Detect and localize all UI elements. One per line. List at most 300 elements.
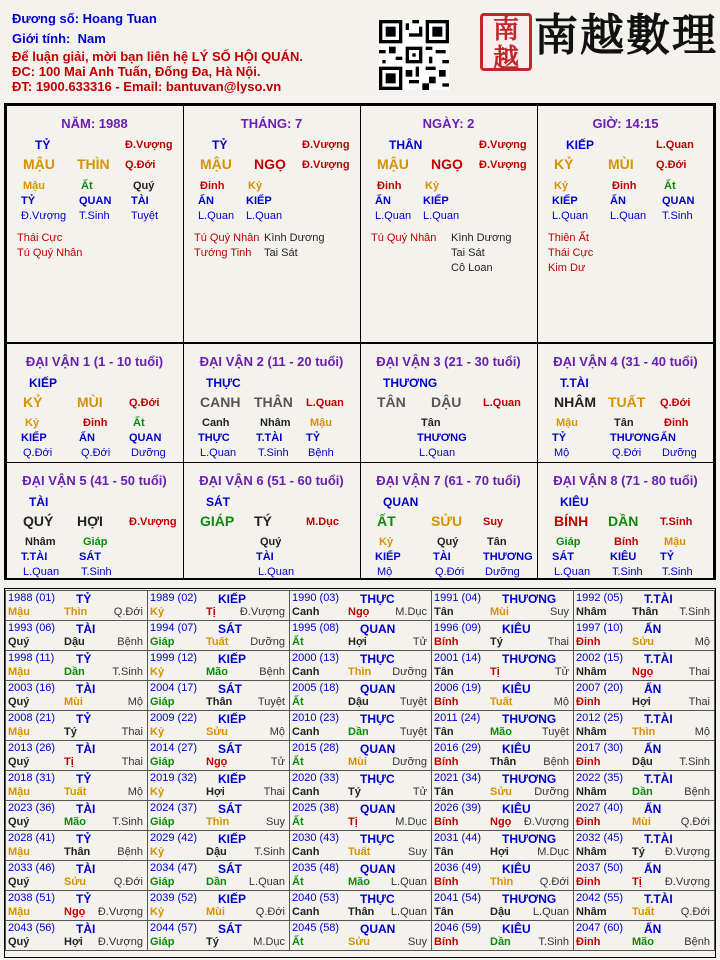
year-state: L.Quan [248,876,285,888]
year-branch: Dậu [632,756,653,768]
year-star: T.TÀI [644,892,673,906]
hidden-stem: Đinh [83,417,108,429]
year-cell [573,710,715,741]
year-label: 1988 (01) [8,592,56,604]
year-label: 2022 (35) [576,772,624,784]
hidden-state: L.Quan [610,210,647,222]
year-state: L.Quan [390,876,427,888]
earthly-branch: SỬU [431,513,463,529]
year-cell [289,740,432,771]
year-star: TÀI [76,802,96,816]
year-cell [431,740,574,771]
year-star: THỰC [360,892,395,906]
hidden-stem: Ất [664,180,676,192]
year-stem: Nhâm [576,726,607,738]
special-star: Thái Cực [17,232,63,244]
year-star: SÁT [218,622,242,636]
year-cell [147,860,290,891]
year-stem: Đinh [576,756,601,768]
year-cell [5,890,148,921]
owner-name: Đương số: Hoang Tuan [12,11,157,26]
year-cell [289,620,432,651]
year-label: 2006 (19) [434,682,482,694]
year-state: Q.Đới [113,606,143,618]
hidden-state: Q.Đới [435,566,465,578]
year-state: Mộ [694,726,710,738]
year-branch: Ngọ [632,666,654,678]
contact-invite: Để luận giải, mời bạn liên hệ LÝ SỐ HỘI QUÁN. [12,49,303,64]
year-branch: Thân [490,756,517,768]
year-state: Thai [263,786,285,798]
year-stem: Mậu [8,726,30,738]
hidden-star: ẤN [198,195,214,207]
year-star: ẤN [644,742,662,756]
hidden-state: Q.Đới [612,447,642,459]
earthly-branch: MÙI [608,156,634,172]
year-branch: Ngọ [348,606,370,618]
can-star: KIẾP [566,138,595,152]
year-star: KIẾP [218,832,247,846]
year-star: THƯƠNG [502,592,557,606]
year-label: 2016 (29) [434,742,482,754]
hidden-stem: Kỷ [25,417,40,429]
bazi-chart [4,103,716,580]
year-stem: Ất [292,936,304,948]
hidden-state: L.Quan [23,566,60,578]
year-branch: Mão [206,666,228,678]
year-label: 2014 (27) [150,742,198,754]
special-star: Tướng Tinh [194,247,252,259]
can-star: THỰC [206,376,241,390]
heavenly-stem: NHÂM [554,394,596,410]
year-branch: Tuất [64,786,87,798]
year-branch: Mùi [64,696,83,708]
hidden-stem: Nhâm [260,417,291,429]
year-label: 1997 (10) [576,622,624,634]
heavenly-stem: CANH [200,394,241,410]
can-star: TÀI [29,495,49,509]
year-star: THƯƠNG [502,652,557,666]
year-state: Tử [270,756,285,768]
luck-pillar-title: ĐẠI VẬN 6 (51 - 60 tuổi) [199,473,344,488]
year-cell [5,680,148,711]
year-stem: Giáp [150,696,175,708]
hidden-stem: Kỷ [379,536,394,548]
year-star: SÁT [218,682,242,696]
year-label: 2017 (30) [576,742,624,754]
luck-pillar-cell [360,462,538,580]
year-label: 2041 (54) [434,892,482,904]
hidden-star: TỶ [306,432,321,444]
year-star: TỶ [76,892,92,906]
branch-state: Q.Đới [660,397,691,409]
special-star: Tú Quý Nhân [17,247,83,259]
year-branch: Tị [490,666,500,678]
year-stem: Giáp [150,936,175,948]
hidden-star: KIẾP [375,551,401,563]
year-star: QUAN [360,742,396,756]
luck-pillar-title: ĐẠI VẬN 3 (21 - 30 tuổi) [376,354,521,369]
year-stem: Kỷ [150,666,165,678]
heavenly-stem: KỶ [554,156,574,172]
year-star: QUAN [360,922,396,936]
year-stem: Quý [8,876,30,888]
year-branch: Sửu [206,726,229,738]
stem-state: Đ.Vượng [479,139,527,151]
year-state: Dưỡng [392,666,427,678]
year-label: 2000 (13) [292,652,340,664]
year-stem: Giáp [150,876,175,888]
hidden-star: ẤN [375,195,391,207]
year-stem: Nhâm [576,846,607,858]
hidden-stem: Giáp [83,536,108,548]
year-branch: Mão [490,726,512,738]
year-state: Mộ [127,786,143,798]
year-stem: Giáp [150,756,175,768]
year-stem: Quý [8,756,30,768]
year-cell [289,830,432,861]
year-star: ẤN [644,622,662,636]
year-cell [147,920,290,951]
earthly-branch: MÙI [77,394,103,410]
year-stem: Tân [434,666,454,678]
can-star: TỶ [212,138,228,152]
year-stem: Nhâm [576,666,607,678]
year-state: Bệnh [259,666,285,678]
year-cell [573,680,715,711]
year-label: 2044 (57) [150,922,198,934]
heavenly-stem: BÍNH [554,513,589,529]
hidden-state: Q.Đới [81,447,111,459]
contact-address: ĐC: 100 Mai Anh Tuấn, Đống Đa, Hà Nội. [12,64,261,79]
year-cell [289,710,432,741]
year-state: Mộ [269,726,285,738]
branch-state: Q.Đới [125,159,156,171]
year-cell [289,680,432,711]
hidden-state: Dưỡng [485,566,520,578]
year-label: 2003 (16) [8,682,56,694]
hidden-star: SÁT [552,551,574,563]
year-state: Tuyệt [541,726,569,738]
hidden-star: THƯƠNG [610,432,660,444]
special-star: Cô Loan [451,262,493,274]
year-state: Dưỡng [534,786,569,798]
year-stem: Canh [292,846,320,858]
hidden-state: L.Quan [554,566,591,578]
year-state: Thai [121,726,143,738]
year-stem: Canh [292,606,320,618]
year-stem: Ất [292,756,304,768]
branch-state: Đ.Vượng [129,516,177,528]
year-label: 2026 (39) [434,802,482,814]
year-stem: Đinh [576,876,601,888]
year-label: 1990 (03) [292,592,340,604]
hidden-stem: Ất [81,180,93,192]
hidden-state: L.Quan [552,210,589,222]
can-star: T.TÀI [560,376,589,390]
year-stem: Mậu [8,606,30,618]
year-star: ẤN [644,682,662,696]
luck-pillar-cell [183,462,361,580]
earthly-branch: TUẤT [608,394,646,410]
year-state: Suy [408,936,427,948]
year-stem: Quý [8,636,30,648]
year-stem: Mậu [8,666,30,678]
hidden-star: QUAN [129,432,162,444]
year-label: 1994 (07) [150,622,198,634]
year-stem: Tân [434,906,454,918]
can-star: THƯƠNG [383,376,438,390]
year-label: 2011 (24) [434,712,481,724]
year-cell [147,620,290,651]
hidden-stem: Nhâm [25,536,56,548]
can-star: KIÊU [560,495,589,509]
year-state: Mộ [694,636,710,648]
year-star: THƯƠNG [502,892,557,906]
hidden-star: TỶ [660,551,675,563]
hidden-state: T.Sinh [662,566,693,578]
qr-code-icon [379,20,449,90]
year-label: 2010 (23) [292,712,340,724]
year-state: M.Dục [253,936,285,948]
year-label: 2040 (53) [292,892,340,904]
year-state: Tuyệt [399,726,427,738]
year-branch: Tuất [632,906,655,918]
year-branch: Sửu [490,786,513,798]
year-state: Đ.Vượng [664,846,710,858]
year-stem: Đinh [576,936,601,948]
year-state: Mộ [127,696,143,708]
year-stem: Quý [8,936,30,948]
year-stem: Đinh [576,696,601,708]
year-label: 2033 (46) [8,862,56,874]
year-cell [147,740,290,771]
hidden-state: L.Quan [198,210,235,222]
pillar-title: NGÀY: 2 [422,116,475,131]
hidden-stem: Mậu [664,536,686,548]
hidden-star: TÀI [256,551,274,563]
year-cell [431,800,574,831]
year-state: Thai [688,696,710,708]
year-star: KIÊU [502,922,531,936]
special-star: Kình Dương [451,232,512,244]
earthly-branch: NGỌ [431,156,463,172]
pillar-title: THÁNG: 7 [240,116,303,131]
year-cell [5,620,148,651]
year-stem: Kỷ [150,786,165,798]
year-branch: Ngọ [490,816,512,828]
year-cell [147,800,290,831]
hidden-star: QUAN [79,195,112,207]
earthly-branch: NGỌ [254,156,286,172]
year-state: L.Quan [532,906,569,918]
year-state: T.Sinh [538,936,569,948]
special-star: Tú Quý Nhân [371,232,437,244]
hidden-star: QUAN [662,195,695,207]
year-label: 2043 (56) [8,922,56,934]
hidden-stem: Quý [260,536,282,548]
year-star: KIÊU [502,742,531,756]
year-stem: Ất [292,816,304,828]
year-label: 1996 (09) [434,622,482,634]
hidden-stem: Mậu [556,417,578,429]
year-branch: Tý [632,846,645,858]
year-cell [573,890,715,921]
year-branch: Sửu [348,936,371,948]
year-stem: Canh [292,786,320,798]
year-stem: Bính [434,696,459,708]
year-star: KIÊU [502,682,531,696]
year-state: Tử [412,786,427,798]
branch-state: Q.Đới [656,159,687,171]
year-star: TỶ [76,652,92,666]
year-branch: Tị [64,756,74,768]
hidden-state: L.Quan [258,566,295,578]
year-cell [289,890,432,921]
hidden-star: T.TÀI [256,432,283,444]
pillar-cell [537,105,714,343]
year-star: T.TÀI [644,592,673,606]
earthly-branch: THÌN [77,156,110,172]
year-branch: Thìn [490,876,514,888]
heavenly-stem: MẬU [200,156,232,172]
hidden-state: Dưỡng [662,447,697,459]
branch-state: Đ.Vượng [479,159,527,171]
hidden-stem: Tân [421,417,441,429]
year-branch: Mão [64,816,86,828]
year-label: 2035 (48) [292,862,340,874]
year-stem: Quý [8,816,30,828]
year-star: T.TÀI [644,772,673,786]
hidden-stem: Mậu [310,417,332,429]
year-state: Q.Đới [680,906,710,918]
luck-pillar-cell [6,343,184,463]
pillar-cell [183,105,361,343]
hidden-stem: Tân [614,417,634,429]
pillar-title: GIỜ: 14:15 [592,116,659,131]
year-label: 2038 (51) [8,892,56,904]
year-cell [5,590,148,621]
year-stem: Nhâm [576,606,607,618]
year-branch: Mão [632,936,654,948]
year-cell [147,830,290,861]
year-branch: Thân [632,606,659,618]
year-branch: Mùi [348,756,367,768]
year-cell [431,680,574,711]
hidden-state: L.Quan [200,447,237,459]
hidden-star: KIẾP [423,195,449,207]
year-state: Đ.Vượng [97,936,143,948]
hidden-star: ẤN [79,432,95,444]
luck-pillar-cell [6,462,184,580]
hidden-state: T.Sinh [81,566,112,578]
luck-pillar-title: ĐẠI VẬN 8 (71 - 80 tuổi) [553,473,698,488]
year-branch: Hợi [64,936,83,948]
year-state: Q.Đới [113,876,143,888]
year-star: THỰC [360,772,395,786]
heavenly-stem: KỶ [23,394,43,410]
year-stem: Canh [292,726,320,738]
branch-state: Đ.Vượng [302,159,350,171]
hidden-star: TỶ [21,195,36,207]
year-cell [431,920,574,951]
hidden-state: T.Sinh [612,566,643,578]
year-state: Đ.Vượng [664,876,710,888]
gender-value: Nam [77,31,106,46]
year-cell [5,800,148,831]
hidden-stem: Đinh [612,180,637,192]
year-label: 2031 (44) [434,832,482,844]
year-cell [573,620,715,651]
year-state: M.Dục [395,606,427,618]
year-state: Suy [266,816,285,828]
stem-state: L.Quan [656,139,694,151]
year-label: 2023 (36) [8,802,56,814]
year-stem: Nhâm [576,906,607,918]
luck-pillar-cell [360,343,538,463]
year-cell [431,770,574,801]
hidden-stem: Đinh [664,417,689,429]
heavenly-stem: QUÝ [23,513,54,529]
year-branch: Thìn [632,726,656,738]
year-state: T.Sinh [679,756,710,768]
branch-state: Suy [483,516,504,528]
year-star: ẤN [644,922,662,936]
heavenly-stem: ẤT [377,513,396,529]
year-stem: Ất [292,876,304,888]
hidden-state: Dưỡng [131,447,166,459]
year-cell [573,770,715,801]
year-cell [5,920,148,951]
year-star: KIÊU [502,862,531,876]
year-stem: Bính [434,876,459,888]
year-cell [147,650,290,681]
year-star: TỶ [76,772,92,786]
year-label: 1989 (02) [150,592,198,604]
year-cell [431,860,574,891]
year-star: THỰC [360,592,395,606]
year-label: 2024 (37) [150,802,198,814]
year-state: L.Quan [390,906,427,918]
year-stem: Bính [434,636,459,648]
special-star: Thái Cực [548,247,594,259]
year-stem: Quý [8,696,30,708]
year-cell [573,920,715,951]
year-star: KIẾP [218,892,247,906]
year-stem: Kỷ [150,906,165,918]
stem-state: Đ.Vượng [125,139,173,151]
year-star: QUAN [360,802,396,816]
year-state: T.Sinh [254,846,285,858]
year-label: 2001 (14) [434,652,482,664]
contact-phone-email: ĐT: 1900.633316 - Email: bantuvan@lyso.vn [12,79,282,94]
year-star: TÀI [76,742,96,756]
year-state: Mộ [553,696,569,708]
hidden-stem: Bính [614,536,639,548]
year-stem: Giáp [150,816,175,828]
year-state: Tử [412,636,427,648]
special-star: Tai Sát [264,247,298,259]
year-star: ẤN [644,802,662,816]
hidden-star: TỶ [552,432,567,444]
year-label: 2015 (28) [292,742,340,754]
hidden-stem: Tân [487,536,507,548]
year-stem: Bính [434,936,459,948]
year-branch: Dậu [206,846,227,858]
year-label: 2028 (41) [8,832,56,844]
year-cell [573,590,715,621]
luck-pillar-title: ĐẠI VẬN 7 (61 - 70 tuổi) [376,473,521,488]
